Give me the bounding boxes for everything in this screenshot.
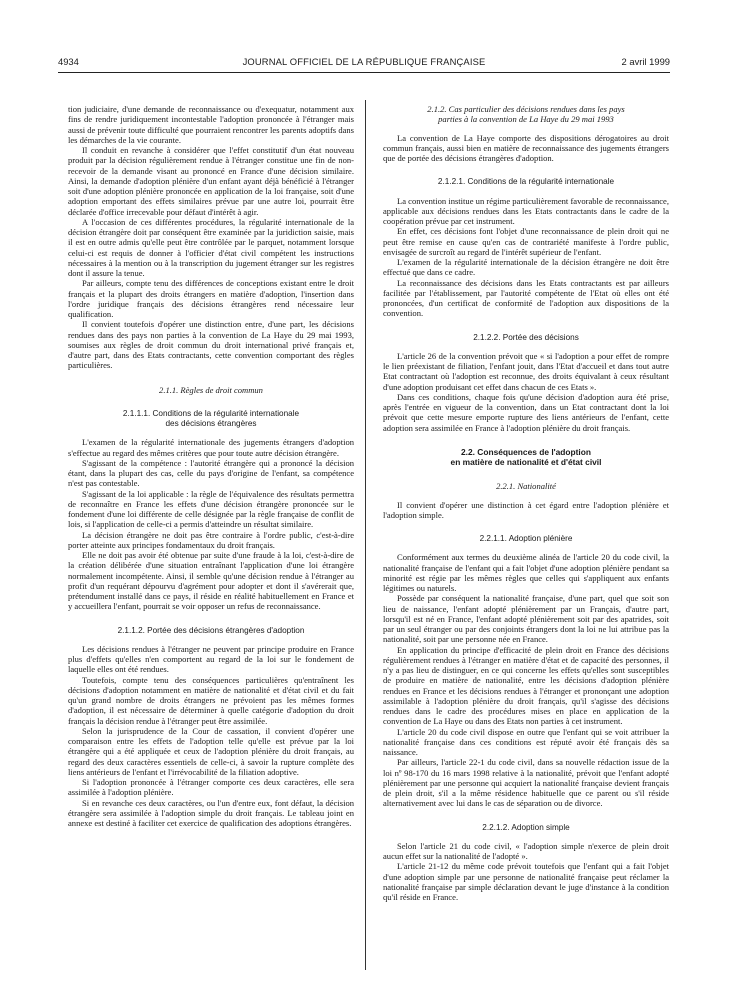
paragraph: Elle ne doit pas avoir été obtenue par suite d'une fraude à la loi, c'est-à-dire de la création délibérée d'une situation entraînant l'application d'une loi étrangère normalement incompétente. Ainsi, il semble qu'une décision rendue à l'étranger au profit d'un requérant dépourvu d'agrément pour adopter et dont il s'avérerait que, prétendument installé dans ce pays, il réside en réalité habituellement en France et y accueillera l'enfant, pourrait se voir opposer un refus de reconnaissance. bbox=[68, 550, 354, 612]
section-heading-2-1-2 bbox=[383, 104, 669, 125]
heading-line: des décisions étrangères bbox=[165, 419, 257, 428]
paragraph: L'article 20 du code civil dispose en outre que l'enfant qui se voit attribuer la nationalité française dans ces conditions est réputé avoir été français dès sa naissance. bbox=[383, 726, 669, 757]
section-heading-2-1-1: 2.1.1. Règles de droit commun bbox=[159, 384, 263, 395]
section-heading-2-1-1-2: 2.1.1.2. Portée des décisions étrangères d'adoption bbox=[117, 625, 305, 635]
publication-date: 2 avril 1999 bbox=[621, 56, 670, 67]
heading-line: 2.1.2. Cas particulier des décisions rendues dans les pays bbox=[427, 104, 625, 114]
paragraph: Possède par conséquent la nationalité française, d'une part, quel que soit son lieu de naissance, l'enfant adopté plénièrement par un Français, d'autre part, lorsqu'il est né en France, l'enfant adopté plénièrement soit par des apatrides, soit par un seul étranger ou par des conjoints étrangers dont la loi ne lui attribue pas la nationalité, soit par une personne née en France. bbox=[383, 593, 669, 645]
section-heading-2-2-1-1: 2.2.1.1. Adoption plénière bbox=[479, 534, 573, 543]
heading-line: en matière de nationalité et d'état civil bbox=[450, 457, 602, 467]
section-heading-2-2-1: 2.2.1. Nationalité bbox=[496, 481, 556, 492]
paragraph: Si l'adoption prononcée à l'étranger comporte ces deux caractères, elle sera assimilée à l'adoption plénière. bbox=[68, 777, 354, 798]
section-heading-2-2 bbox=[383, 447, 669, 468]
paragraph: L'article 26 de la convention prévoit que « si l'adoption a pour effet de rompre le lien préexistant de filiation, l'enfant jouit, dans l'Etat d'accueil et dans tout autre Etat contractant où l'adoption est reconnue, des droits équivalant à ceux résultant d'une adoption produisant cet effet dans chacun de ces Etats ». bbox=[383, 350, 669, 392]
paragraph: Par ailleurs, compte tenu des différences de conceptions existant entre le droit français et la plupart des droits étrangers en matière d'adoption, l'insertion dans l'ordre juridique français des décisions étrangères rend nécessaire leur qualification. bbox=[68, 278, 354, 319]
paragraph: L'examen de la régularité internationale de la décision étrangère ne doit être effectué que dans ce cadre. bbox=[383, 257, 669, 278]
section-heading-2-1-1-1 bbox=[68, 409, 354, 430]
page-number: 4934 bbox=[58, 56, 79, 67]
header-rule bbox=[58, 72, 670, 73]
paragraph: Il conduit en revanche à considérer que l'effet constitutif d'un état nouveau produit par la décision régulièrement rendue à l'étranger constitue une fin de non-recevoir de la demande visant au prononcé en France d'une décision similaire. Ainsi, la demande d'adoption plénière d'un enfant ayant déjà bénéficié à l'étranger soit d'une adoption plénière prononcée en application de la loi française, soit d'une adoption emportant des effets similaires prévue par une autre loi, pourrait être déclarée d'office irrecevable pour défaut d'intérêt à agir. bbox=[68, 145, 354, 217]
paragraph: Il convient d'opérer une distinction à cet égard entre l'adoption plénière et l'adoption simple. bbox=[383, 499, 669, 520]
paragraph: A l'occasion de ces différentes procédures, la régularité internationale de la décision étrangère doit par conséquent être examinée par la juridiction saisie, mais il est en outre admis qu'elle peut être contrôlée par le parquet, notamment lorsque celui-ci est requis de donner à l'officier d'état civil compétent les instructions nécessaires à la mention ou à la transcription du jugement étranger sur les registres dont il assure la tenue. bbox=[68, 216, 354, 278]
paragraph: Selon la jurisprudence de la Cour de cassation, il convient d'opérer une comparaison entre les effets de l'adoption telle qu'elle est prévue par la loi étrangère qui a été appliquée et ceux de l'adoption plénière du droit français, au regard des deux caractères essentiels de celle-ci, à savoir la rupture complète des liens antérieurs de l'enfant et l'irrévocabilité de la filiation adoptive. bbox=[68, 725, 354, 777]
paragraph: S'agissant de la compétence : l'autorité étrangère qui a prononcé la décision étant, dans la plupart des cas, celle du pays d'origine de l'enfant, sa compétence n'est pas contestable. bbox=[68, 457, 354, 489]
right-column bbox=[383, 104, 669, 970]
running-header bbox=[58, 56, 670, 70]
paragraph: La convention institue un régime particulièrement favorable de reconnaissance, applicable aux décisions rendues dans les Etats contractants dans le cadre de la coopération prévue par cet instrument. bbox=[383, 195, 669, 226]
paragraph: Selon l'article 21 du code civil, « l'adoption simple n'exerce de plein droit aucun effet sur la nationalité de l'adopté ». bbox=[383, 840, 669, 861]
section-heading-2-1-2-2: 2.1.2.2. Portée des décisions bbox=[473, 332, 579, 342]
left-column bbox=[68, 104, 354, 970]
paragraph: La reconnaissance des décisions dans les Etats contractants est par ailleurs facilitée par l'établissement, par l'autorité compétente de l'Etat où elles ont été prononcées, d'un certificat de conformité de l'adoption aux dispositions de la convention. bbox=[383, 277, 669, 319]
paragraph: Conformément aux termes du deuxième alinéa de l'article 20 du code civil, la nationalité française de l'enfant qui a fait l'objet d'une adoption plénière pendant sa minorité est régie par les mêmes règles que celles qui s'appliquent aux enfants légitimes ou naturels. bbox=[383, 552, 669, 593]
paragraph: Il convient toutefois d'opérer une distinction entre, d'une part, les décisions rendues dans des pays non parties à la convention de La Haye du 29 mai 1993, soumises aux règles de droit commun du droit international privé français et, d'autre part, dans des Etats contractants, cette convention comportant des règles particulières. bbox=[68, 319, 354, 371]
heading-line: parties à la convention de La Haye du 29 mai 1993 bbox=[438, 114, 614, 125]
heading-line: 2.2. Conséquences de l'adoption bbox=[461, 446, 591, 457]
section-heading-2-2-1-2: 2.2.1.2. Adoption simple bbox=[482, 822, 570, 832]
paragraph: La décision étrangère ne doit pas être contraire à l'ordre public, c'est-à-dire porter atteinte aux principes fondamentaux du droit français. bbox=[68, 529, 354, 550]
paragraph: Dans ces conditions, chaque fois qu'une décision d'adoption aura été prise, après l'entrée en vigueur de la convention, dans un Etat contractant dont la loi prévoit que cette mesure emporte rupture des liens antérieurs de l'enfant, cette adoption sera assimilée en France à l'adoption plénière du droit français. bbox=[383, 391, 669, 433]
paragraph: Les décisions rendues à l'étranger ne peuvent par principe produire en France plus d'effets qu'elles n'en comportent au regard de la loi sur le fondement de laquelle elles ont été rendues. bbox=[68, 643, 354, 675]
paragraph: S'agissant de la loi applicable : la règle de l'équivalence des résultats permettra de reconnaître en France les effets d'une décision étrangère prononcée sur le fondement d'une loi différente de celle désignée par la règle française de conflit de lois, si l'application de celle-ci a permis d'atteindre un résultat similaire. bbox=[68, 488, 354, 530]
heading-line: 2.1.1.1. Conditions de la régularité internationale bbox=[122, 408, 300, 418]
paragraph: L'article 21-12 du même code prévoit toutefois que l'enfant qui a fait l'objet d'une adoption simple par une personne de nationalité française peut réclamer la nationalité française par simple déclaration devant le juge d'instance à la condition qu'il réside en France. bbox=[383, 861, 669, 902]
paragraph: tion judiciaire, d'une demande de reconnaissance ou d'exequatur, notamment aux fins de rendre juridiquement incontestable l'adoption prononcée à l'étranger mais aussi de prévenir toute difficulté que pourraient rencontrer les parents adoptifs dans les démarches de la vie courante. bbox=[68, 104, 354, 145]
column-divider bbox=[365, 100, 366, 970]
paragraph: L'examen de la régularité internationale des jugements étrangers d'adoption s'effectue au regard des mêmes critères que pour toute autre décision étrangère. bbox=[68, 437, 354, 458]
paragraph: En effet, ces décisions font l'objet d'une reconnaissance de plein droit qui ne peut être remise en cause qu'en cas de contrariété manifeste à l'ordre public, envisagée de surcroît au regard de l'intérêt supérieur de l'enfant. bbox=[383, 226, 669, 257]
journal-title: JOURNAL OFFICIEL DE LA RÉPUBLIQUE FRANÇAISE bbox=[242, 56, 486, 67]
paragraph: Si en revanche ces deux caractères, ou l'un d'entre eux, font défaut, la décision étrangère sera assimilée à l'adoption simple du droit français. Le tableau joint en annexe est destiné à faciliter cet exercice de qualification des adoptions étrangères. bbox=[68, 797, 354, 828]
paragraph: Toutefois, compte tenu des conséquences particulières qu'entraînent les décisions d'adoption notamment en matière de nationalité et d'état civil et du fait qu'un grand nombre de droits étrangers ne prévoient pas les mêmes formes d'adoption, il est nécessaire de déterminer à quelle catégorie d'adoption du droit français la décision rendue à l'étranger peut être assimilée. bbox=[68, 674, 354, 726]
paragraph: Par ailleurs, l'article 22-1 du code civil, dans sa nouvelle rédaction issue de la loi nº 98-170 du 16 mars 1998 relative à la nationalité, prévoit que l'enfant adopté plénièrement par une personne qui acquiert la nationalité française devient français de plein droit, s'il a la même résidence habituelle que ce parent ou s'il réside alternativement avec lui dans le cas de séparation ou de divorce. bbox=[383, 757, 669, 809]
paragraph: En application du principe d'efficacité de plein droit en France des décisions régulièrement rendues à l'étranger en matière d'état et de capacité des personnes, il n'y a pas lieu de distinguer, en ce qui concerne les effets qu'elles sont susceptibles de produire en matière de nationalité, entre les décisions d'adoption plénière rendues en France et les décisions rendues à l'étranger et prononçant une adoption assimilable à l'adoption plénière du droit français, qu'il s'agisse des décisions rendues dans le cadre des procédures mises en place en application de la convention de La Haye ou dans des Etats non parties à cet instrument. bbox=[383, 644, 669, 727]
section-heading-2-1-2-1: 2.1.2.1. Conditions de la régularité internationale bbox=[437, 177, 615, 187]
paragraph: La convention de La Haye comporte des dispositions dérogatoires au droit commun français, aussi bien en matière de reconnaissance des jugements étrangers que de portée des décisions étrangères d'adoption. bbox=[383, 132, 669, 163]
